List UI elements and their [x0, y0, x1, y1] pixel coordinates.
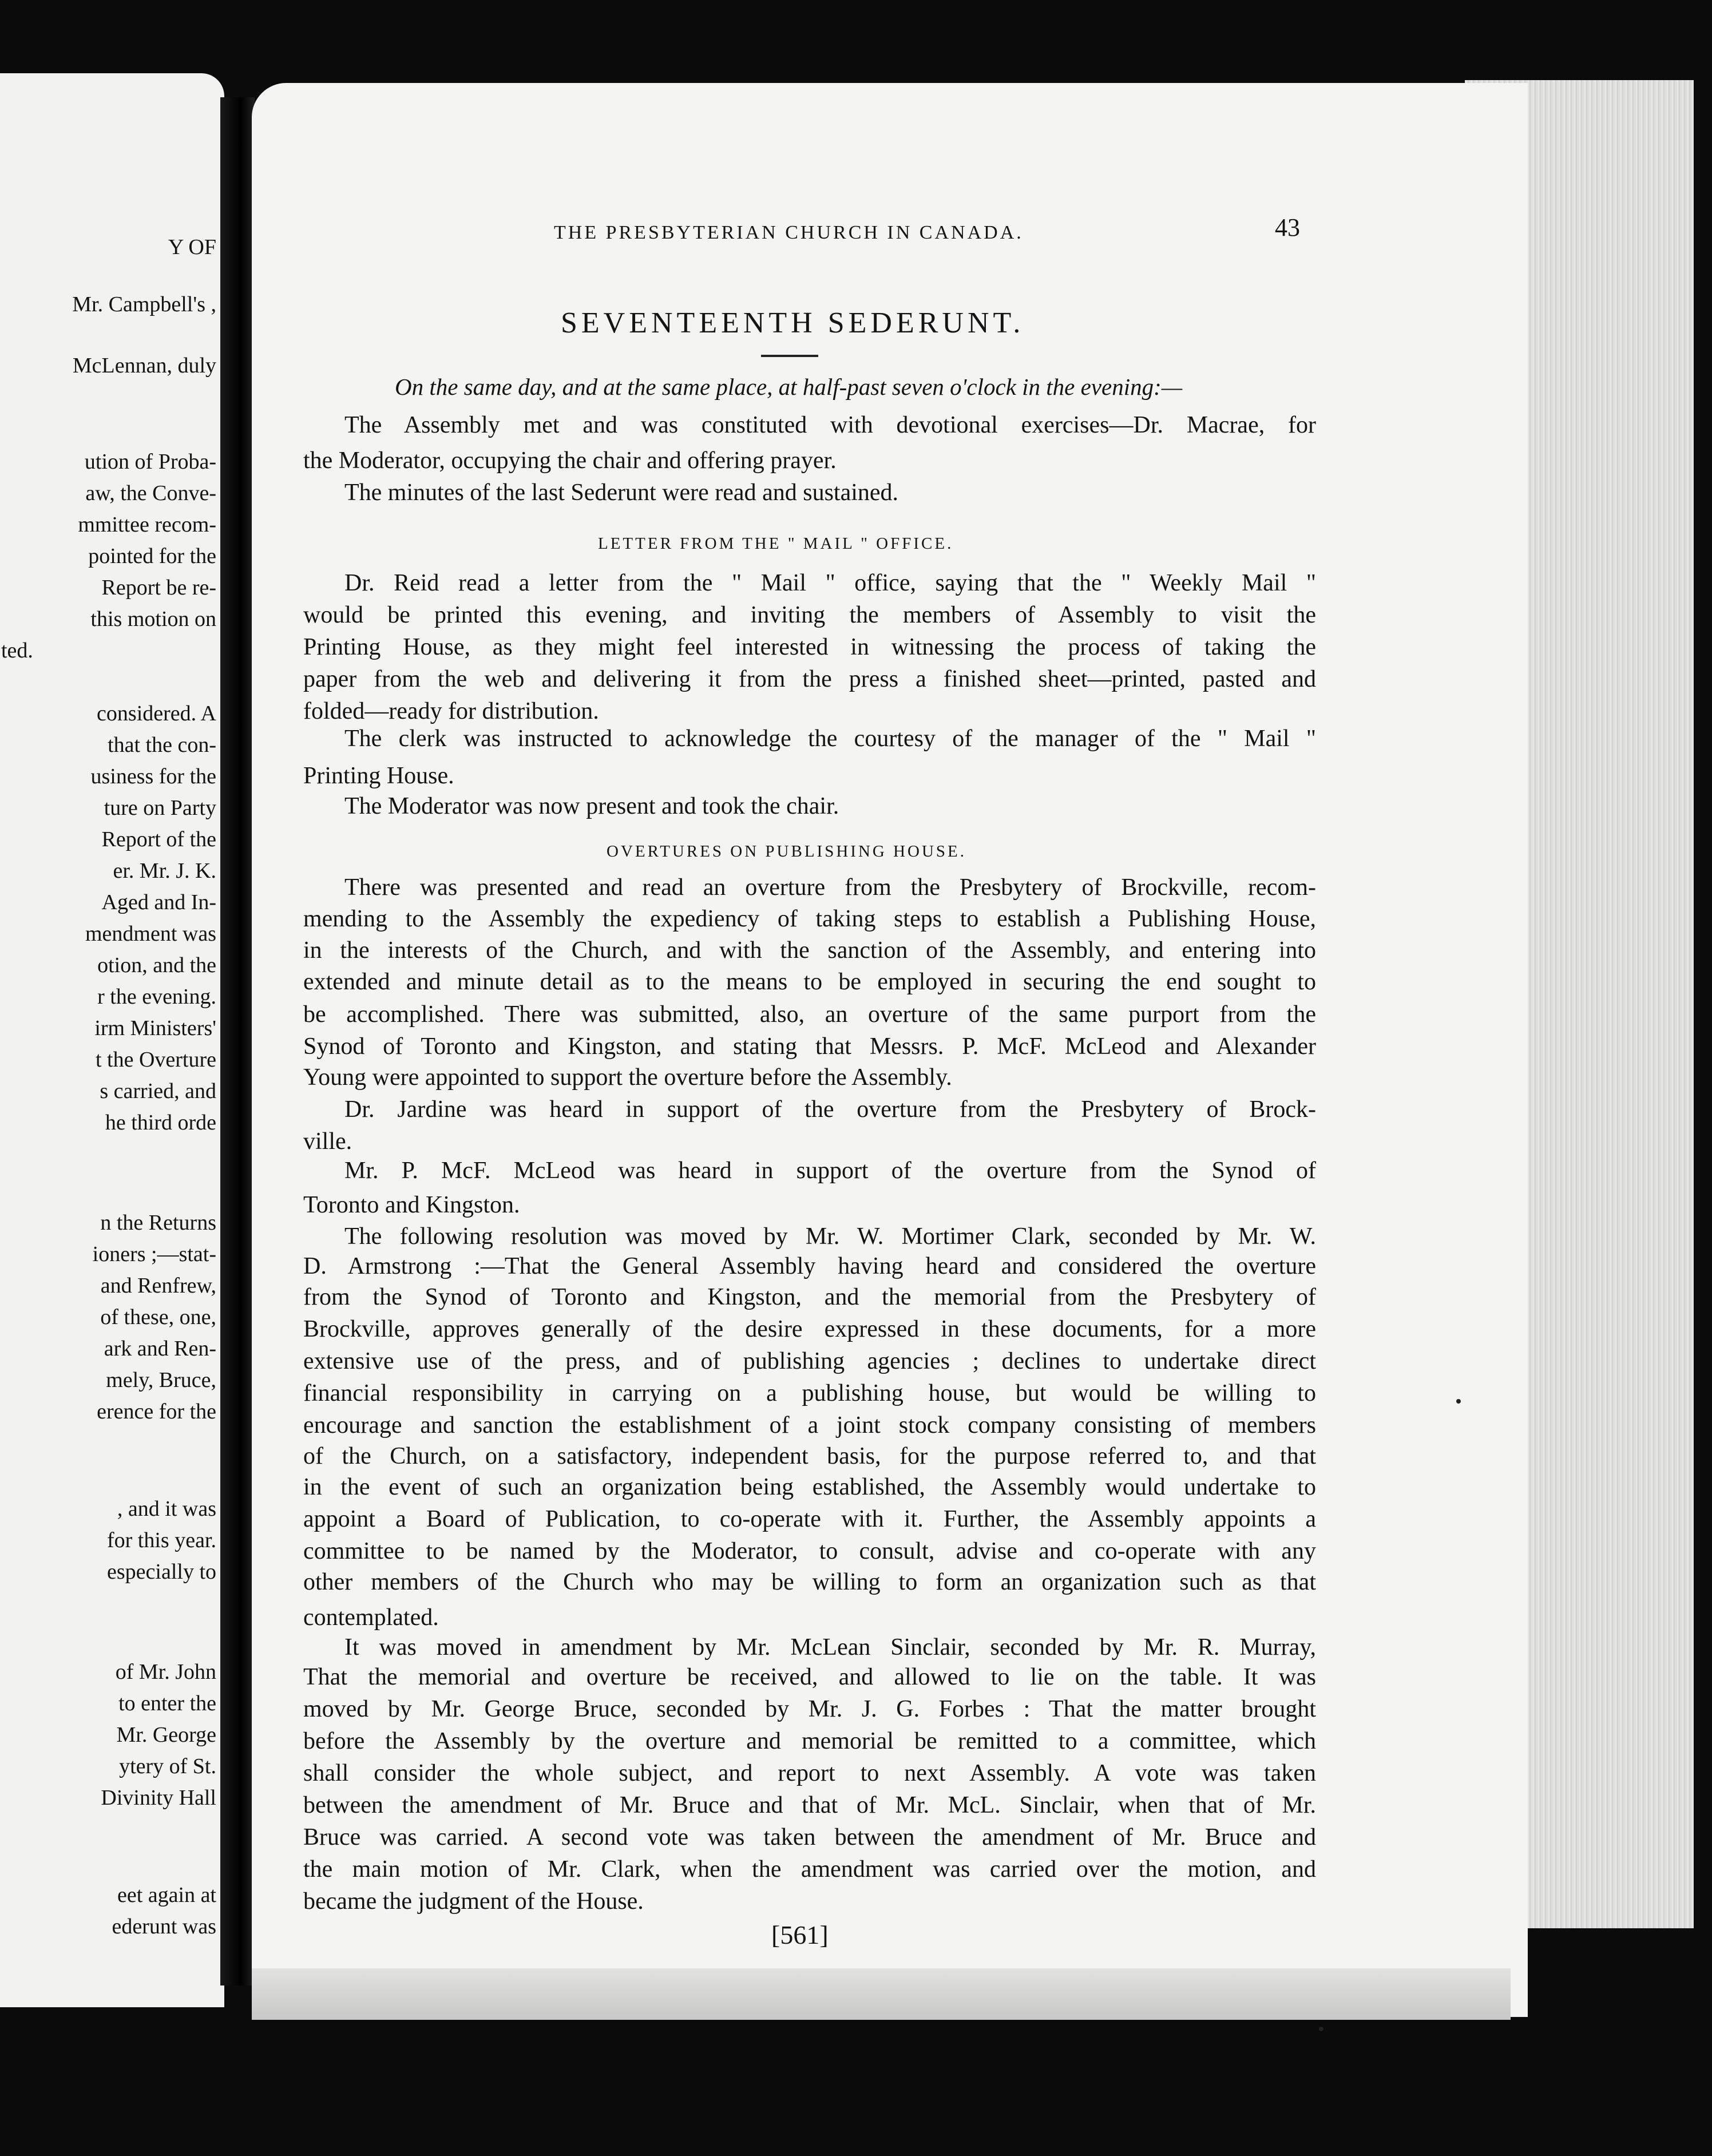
left-page-line: , and it was	[117, 1497, 216, 1521]
intro-line: On the same day, and at the same place, at half-past seven o'clock in the evening:—	[395, 374, 1183, 400]
left-page-line: er. Mr. J. K.	[113, 859, 216, 883]
left-page-line: n the Returns	[100, 1211, 216, 1235]
ink-speck	[1319, 2027, 1323, 2031]
left-page-line: especially to	[107, 1560, 216, 1584]
body-line: other members of the Church who may be willing to form an organization such as that	[303, 1569, 1316, 1595]
body-line: Synod of Toronto and Kingston, and stating that Messrs. P. McF. McLeod and Alexander	[303, 1033, 1316, 1060]
left-page-line: he third orde	[105, 1111, 216, 1135]
body-line: The minutes of the last Sederunt were read and sustained.	[344, 479, 899, 506]
left-page-line: that the con-	[108, 733, 216, 757]
body-line: committee to be named by the Moderator, to consult, advise and co-operate with any	[303, 1538, 1316, 1564]
body-line: Printing House.	[303, 763, 454, 789]
left-page-line: considered. A	[97, 702, 216, 726]
left-page-line: ytery of St.	[119, 1754, 216, 1778]
body-line: Mr. P. McF. McLeod was heard in support of the overture from the Synod of	[344, 1158, 1316, 1184]
left-page-line: Report of the	[101, 827, 216, 851]
left-page-line: Report be re-	[101, 576, 216, 600]
body-line: of the Church, on a satisfactory, independent basis, for the purpose referred to, and that	[303, 1443, 1316, 1469]
body-line: folded—ready for distribution.	[303, 698, 599, 724]
body-line: The Assembly met and was constituted with devotional exercises—Dr. Macrae, for	[344, 412, 1316, 438]
left-page-line: McLennan, duly	[72, 354, 216, 378]
body-line: There was presented and read an overture from the Presbytery of Brockville, recom-	[344, 874, 1316, 901]
left-page-line: of these, one,	[100, 1305, 216, 1329]
body-line: became the judgment of the House.	[303, 1888, 644, 1915]
left-page-line: eet again at	[117, 1883, 216, 1907]
body-line: in the event of such an organization being established, the Assembly would undertake to	[303, 1474, 1316, 1500]
left-page-line: irm Ministers'	[94, 1016, 216, 1040]
left-page-line: ioners ;—stat-	[92, 1242, 216, 1266]
left-page-line: t the Overture	[95, 1048, 216, 1072]
body-line: would be printed this evening, and inviting the members of Assembly to visit the	[303, 602, 1316, 628]
body-line: The following resolution was moved by Mr. W. Mortimer Clark, seconded by Mr. W.	[344, 1223, 1316, 1250]
ink-speck	[1456, 1399, 1461, 1404]
body-line: appoint a Board of Publication, to co-operate with it. Further, the Assembly appoints a	[303, 1506, 1316, 1532]
body-line: Dr. Reid read a letter from the " Mail " office, saying that the " Weekly Mail "	[344, 570, 1316, 596]
page-number: 43	[1275, 213, 1300, 241]
previous-page-fragment	[0, 73, 224, 2007]
left-page-line: Mr. George	[116, 1723, 216, 1747]
left-page-line: for this year.	[106, 1528, 216, 1552]
section-title: SEVENTEENTH SEDERUNT.	[561, 307, 1025, 339]
left-page-line: pointed for the	[88, 544, 216, 568]
body-line: Brockville, approves generally of the desire expressed in these documents, for a more	[303, 1316, 1316, 1342]
body-line: That the memorial and overture be received, and allowed to lie on the table. It was	[303, 1664, 1316, 1690]
body-line: The Moderator was now present and took the chair.	[344, 793, 839, 819]
left-page-line: usiness for the	[90, 764, 216, 788]
body-line: It was moved in amendment by Mr. McLean Sinclair, seconded by Mr. R. Murray,	[344, 1634, 1316, 1660]
body-line: between the amendment of Mr. Bruce and that of Mr. McL. Sinclair, when that of Mr.	[303, 1792, 1316, 1818]
body-line: D. Armstrong :—That the General Assembly having heard and considered the overture	[303, 1253, 1316, 1279]
left-page-line: r the evening.	[97, 985, 216, 1009]
left-page-line: mendment was	[85, 922, 216, 946]
subheading-letter: LETTER FROM THE " MAIL " OFFICE.	[598, 534, 954, 553]
left-page-line: this motion on	[90, 607, 216, 631]
body-line: Dr. Jardine was heard in support of the overture from the Presbytery of Brock-	[344, 1096, 1316, 1123]
body-line: from the Synod of Toronto and Kingston, and the memorial from the Presbytery of	[303, 1284, 1316, 1310]
body-line: extended and minute detail as to the means to be employed in securing the end sought to	[303, 969, 1316, 995]
body-line: paper from the web and delivering it from the press a finished sheet—printed, pasted and	[303, 666, 1316, 692]
left-page-line: Mr. Campbell's ,	[72, 292, 216, 316]
body-line: ville.	[303, 1128, 352, 1155]
body-line: financial responsibility in carrying on a publishing house, but would be willing to	[303, 1380, 1316, 1406]
body-line: before the Assembly by the overture and memorial be remitted to a committee, which	[303, 1728, 1316, 1754]
body-line: Toronto and Kingston.	[303, 1192, 520, 1218]
left-page-line: Aged and In-	[101, 890, 216, 914]
left-page-line: ted.	[1, 639, 33, 663]
body-line: Printing House, as they might feel interested in witnessing the process of taking the	[303, 634, 1316, 660]
body-line: in the interests of the Church, and with the sanction of the Assembly, and entering into	[303, 937, 1316, 964]
left-page-line: ederunt was	[112, 1915, 216, 1939]
left-page-line: s carried, and	[100, 1079, 216, 1103]
body-line: the Moderator, occupying the chair and offering prayer.	[303, 447, 837, 474]
left-page-line: ution of Proba-	[84, 450, 216, 474]
running-head: THE PRESBYTERIAN CHURCH IN CANADA.	[554, 222, 1024, 243]
left-page-line: ark and Ren-	[104, 1337, 216, 1361]
body-line: Bruce was carried. A second vote was taken between the amendment of Mr. Bruce and	[303, 1824, 1316, 1850]
title-rule	[761, 355, 818, 357]
book-spine-shadow	[220, 97, 255, 1985]
left-page-line: Y OF	[168, 235, 216, 259]
subheading-overtures: OVERTURES ON PUBLISHING HOUSE.	[607, 842, 967, 861]
body-line: moved by Mr. George Bruce, seconded by Mr. J. G. Forbes : That the matter brought	[303, 1696, 1316, 1722]
left-page-line: and Renfrew,	[100, 1274, 216, 1298]
body-line: contemplated.	[303, 1604, 439, 1631]
body-line: encourage and sanction the establishment of a joint stock company consisting of members	[303, 1412, 1316, 1438]
body-line: shall consider the whole subject, and report to next Assembly. A vote was taken	[303, 1760, 1316, 1786]
page-bottom-shadow	[252, 1968, 1511, 2020]
body-line: Young were appointed to support the overture before the Assembly.	[303, 1064, 952, 1091]
body-line: the main motion of Mr. Clark, when the amendment was carried over the motion, and	[303, 1856, 1316, 1882]
body-line: extensive use of the press, and of publishing agencies ; declines to undertake direct	[303, 1348, 1316, 1374]
left-page-line: ture on Party	[104, 796, 216, 820]
left-page-line: aw, the Conve-	[85, 481, 216, 505]
left-page-line: otion, and the	[97, 953, 216, 977]
left-page-line: erence for the	[97, 1400, 216, 1424]
left-page-line: of Mr. John	[115, 1660, 216, 1684]
body-line: mending to the Assembly the expediency of taking steps to establish a Publishing House,	[303, 906, 1316, 932]
bracketed-page-number: [561]	[771, 1920, 829, 1949]
left-page-line: mmittee recom-	[78, 513, 216, 537]
left-page-line: to enter the	[118, 1691, 216, 1715]
body-line: be accomplished. There was submitted, also, an overture of the same purport from the	[303, 1001, 1316, 1028]
body-line: The clerk was instructed to acknowledge the courtesy of the manager of the " Mail "	[344, 726, 1316, 752]
left-page-line: Divinity Hall	[101, 1786, 216, 1810]
left-page-line: mely, Bruce,	[106, 1368, 216, 1392]
